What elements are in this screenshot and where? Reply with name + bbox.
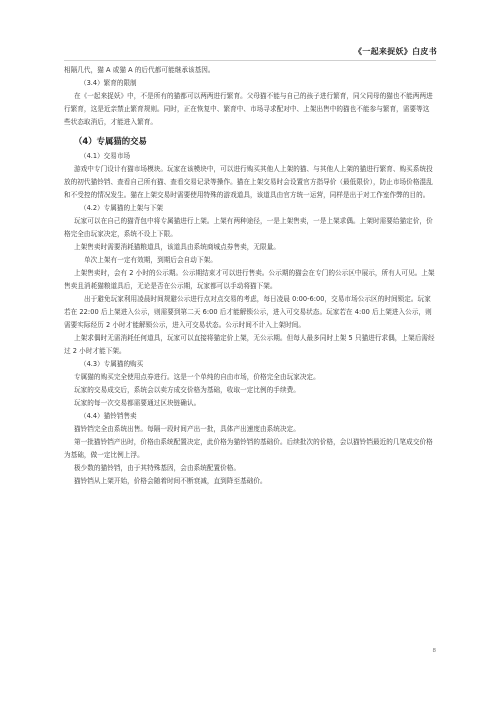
paragraph: 第一批猫铃铛产出时，价格由系统配置决定，此价格为猫铃铛的基础价。后续批次的价格，会以猫铃铛最近的几笔成交价格为基础，做一定比例上浮。 [64, 438, 433, 459]
subsection-heading: （4.2）专属猫的上架与下架 [80, 204, 164, 212]
page-content [64, 64, 436, 488]
subsection-heading: （4.3）专属猫的购买 [80, 360, 144, 368]
paragraph: 玩家的每一次交易都需要通过区块链确认。 [74, 399, 201, 407]
header-divider [64, 60, 436, 61]
paragraph: 玩家的交易成交后，系统会以卖方成交价格为基础，收取一定比例的手续费。 [74, 386, 300, 394]
subsection-heading: （4.1）交易市场 [80, 152, 131, 160]
paragraph: 游戏中专门设计有猫市场模块。玩家在该模块中，可以进行购买其他人上架的猫、与其他人上架的猫进行繁育、购买系统投放的初代猫铃铛、查看自己所有猫、查看交易记录等操作。猫在上架交易时会设置官方指导价（最低限价），防止市场价格混乱和不受控的情况发生。猫在上架交易时需要使用特殊的游戏道具，该道具由官方统一运营，同样是出于对工作室作弊的目的。 [64, 165, 433, 199]
paragraph: 玩家可以在自己的猫背包中将专属猫进行上架。上架有两种途径，一是上架售卖，一是上架求偶。上架时需要给猫定价，价格完全由玩家决定，系统不设上下限。 [64, 217, 433, 238]
subsection-heading: （3.4）繁育的限制 [80, 79, 137, 87]
paragraph: 专属猫的购买完全使用点券进行。这是一个单纯的自由市场，价格完全由玩家决定。 [74, 373, 320, 381]
paragraph: 上架求偶时无需消耗任何道具，玩家可以直接将猫定价上架，无公示期。但每人最多同时上架 5 只猫进行求偶，上架后需经过 2 小时才能下架。 [64, 334, 435, 355]
paragraph: 单次上架有一定有效期，到期后会自动下架。 [84, 256, 217, 264]
paragraph: 猫铃铛完全由系统出售。每隔一段时间产出一批，具体产出速度由系统决定。 [74, 425, 300, 433]
paragraph: 猫铃铛从上架开始，价格会随着时间不断衰减，直到降至基础价。 [74, 477, 267, 485]
paragraph: 上架售卖时需要消耗猫粮道具，该道具由系统商城点券售卖，无限量。 [74, 243, 280, 251]
paragraph: 相隔几代，猫 A 或猫 A 的后代都可能继承该基因。 [64, 66, 215, 74]
subsection-heading: （4.4）猫铃铛售卖 [80, 412, 137, 420]
page-number: 8 [432, 648, 436, 654]
paragraph: 极少数的猫铃铛，由于其特殊基因，会由系统配置价格。 [74, 464, 241, 472]
paragraph: 在《一起来捉妖》中，不是所有的猫都可以两两进行繁育。父母猫不能与自己的孩子进行繁育，同父同母的猫也不能两两进行繁育，这是近亲禁止繁育规则。同时，正在恢复中、繁育中、市场寻求配对中、上架出售中的猫也不能参与繁育，需要等这些状态取消后，才能进入繁育。 [64, 92, 433, 126]
paragraph: 出于避免玩家利用凌晨时间规避公示进行点对点交易的考虑，每日凌晨 0:00-6:00，交易市场公示区的时间锁定。玩家若在 22:00 后上架进入公示，则需要到第二天 6:00 后才能解锁公示，进入可交易状态。玩家若在 4:00 后上架进入公示，则需要实际经历 2 小时才能解锁公示，进入可交易状态。公示时间不计入上架时间。 [64, 295, 432, 329]
paragraph: 上架售卖时，会有 2 小时的公示期。公示期结束才可以进行售卖。公示期的猫会在专门的公示区中展示，所有人可见。上架售卖且消耗猫粮道具后，无论是否在公示期，玩家都可以手动将猫下架。 [64, 269, 435, 290]
section-heading: （4）专属猫的交易 [74, 136, 147, 146]
header-title: 《一起来捉妖》白皮书 [354, 47, 437, 56]
